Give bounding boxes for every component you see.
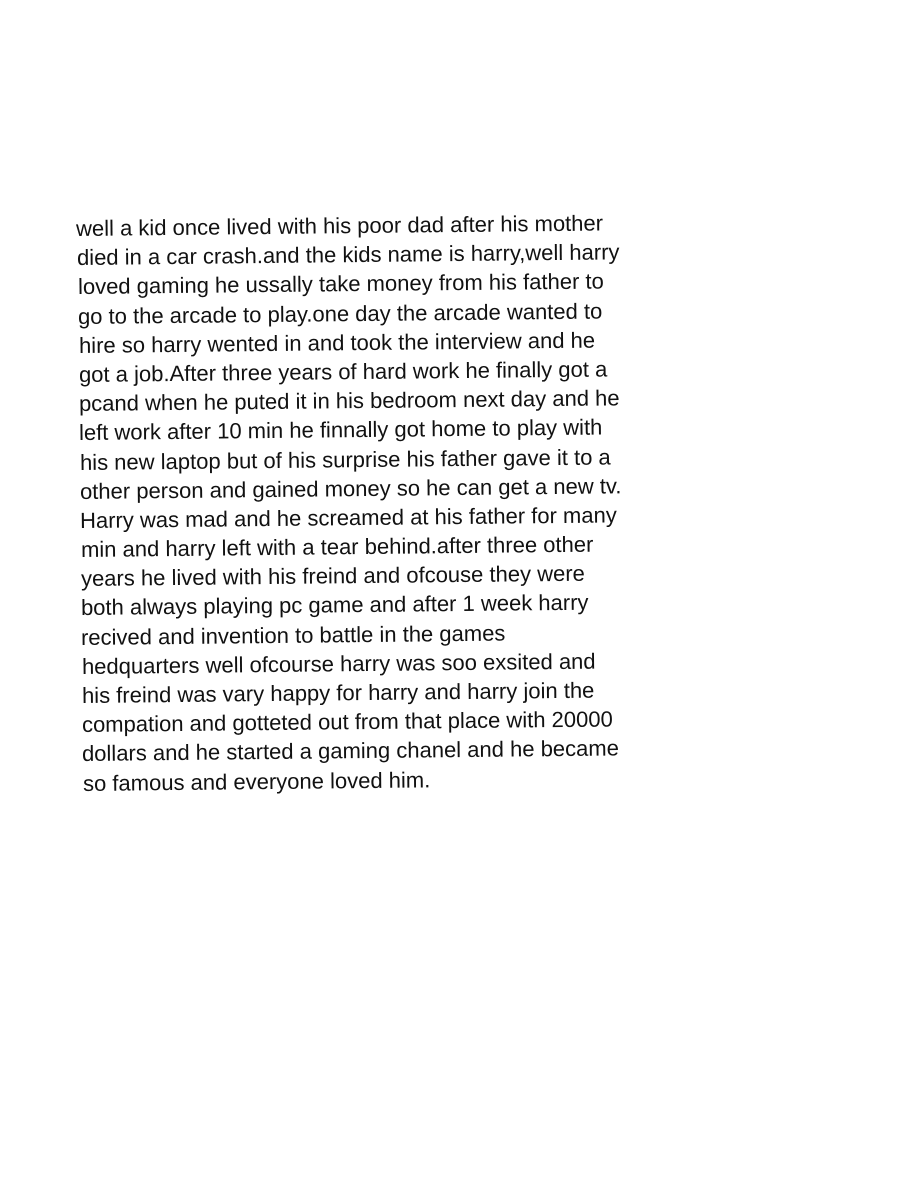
text-line: hire so harry wented in and took the interview and he — [78, 327, 596, 358]
text-line: go to the arcade to play.one day the arcade wanted to — [77, 298, 603, 329]
text-line: dollars and he started a gaming chanel and he became — [81, 735, 620, 767]
text-line: loved gaming he ussally take money from his father to — [77, 268, 604, 300]
text-line: his new laptop but of his surprise his father gave it to a — [79, 443, 611, 475]
text-line: years he lived with his freind and ofcouse they were — [80, 560, 585, 592]
text-line: well a kid once lived with his poor dad after his mother — [75, 210, 604, 241]
text-line: so famous and everyone loved him. — [82, 766, 431, 796]
text-line: other person and gained money so he can get a new tv. — [79, 473, 622, 504]
text-line: both always playing pc game and after 1 week harry — [80, 590, 589, 621]
text-line: hedquarters well ofcourse harry was soo exsited and — [81, 648, 596, 679]
text-line: left work after 10 min he finnally got home to play with — [78, 414, 603, 446]
story-text — [75, 210, 696, 798]
text-line: died in a car crash.and the kids name is harry,well harry — [76, 239, 620, 271]
text-line: got a job.After three years of hard work he finally got a — [78, 356, 608, 387]
text-line: recived and invention to battle in the games — [80, 620, 506, 650]
text-line: his freind was vary happy for harry and harry join the — [81, 677, 595, 708]
text-line: min and harry left with a tear behind.after three other — [80, 531, 594, 563]
text-line: compation and gotteted out from that place with 20000 — [81, 706, 613, 738]
text-line: pcand when he puted it in his bedroom next day and he — [78, 385, 620, 417]
text-line: Harry was mad and he screamed at his father for many — [79, 502, 617, 533]
